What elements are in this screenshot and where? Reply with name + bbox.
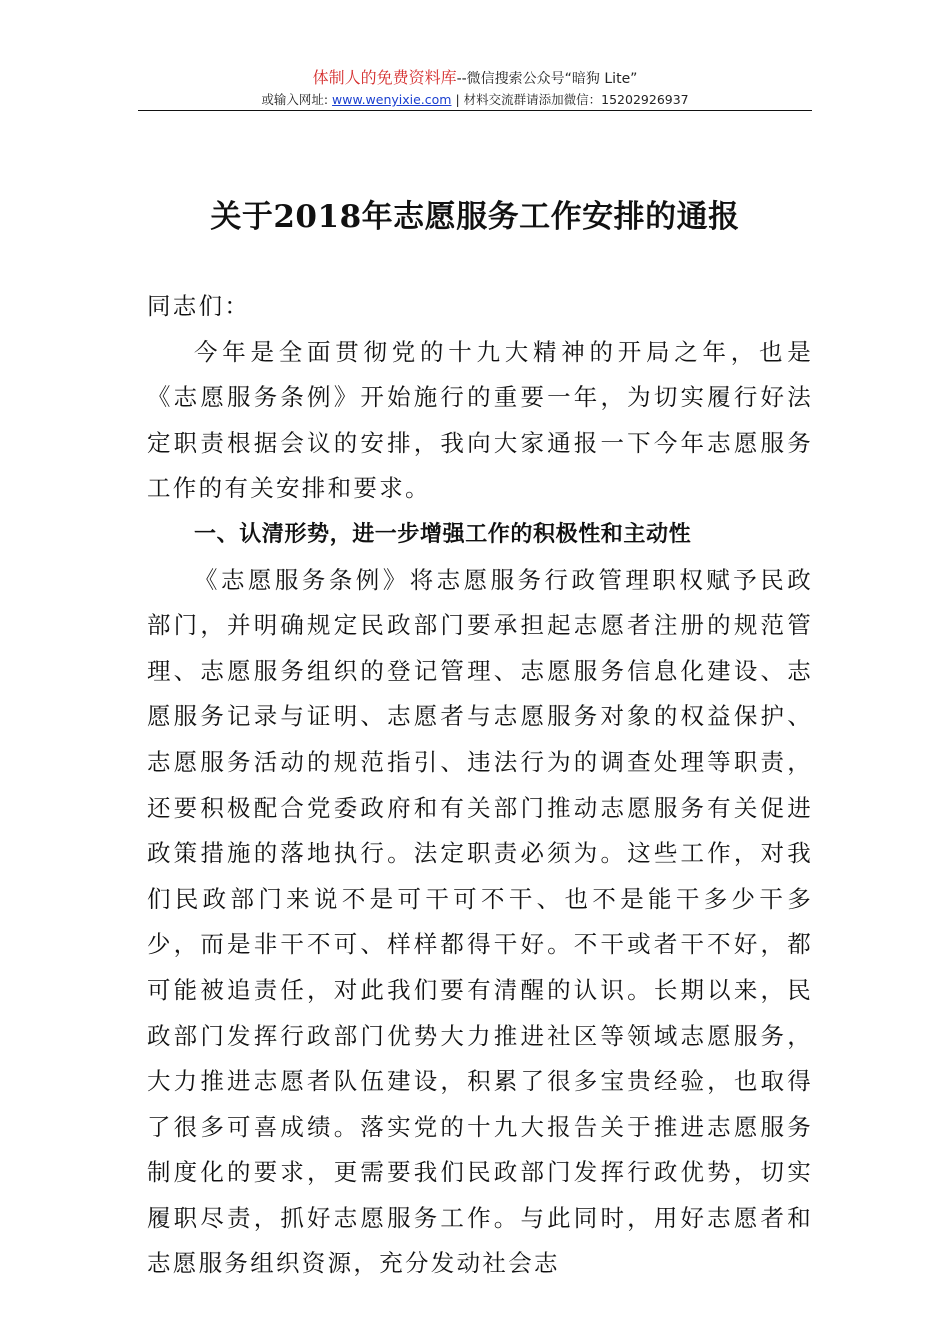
salutation: 同志们： — [147, 292, 251, 320]
header-contact: | 材料交流群请添加微信：15202926937 — [455, 92, 689, 107]
intro-paragraph: 今年是全面贯彻党的十九大精神的开局之年，也是《志愿服务条例》开始施行的重要一年，为切实履行好法定职责根据会议的安排，我向大家通报一下今年志愿服务工作的有关安排和要求。 — [147, 337, 813, 503]
document-body — [147, 284, 813, 1287]
section-1-paragraph: 《志愿服务条例》将志愿服务行政管理职权赋予民政部门，并明确规定民政部门要承担起志愿者注册的规范管理、志愿服务组织的登记管理、志愿服务信息化建设、志愿服务记录与证明、志愿者与志愿服务对象的权益保护、志愿服务活动的规范指引、违法行为的调查处理等职责，还要积极配合党委政府和有关部门推动志愿服务有关促进政策措施的落地执行。法定职责必须为。这些工作，对我们民政部门来说不是可干可不干、也不是能干多少干多少，而是非干不可、样样都得干好。不干或者干不好，都可能被追责任，对此我们要有清醒的认识。长期以来，民政部门发挥行政部门优势大力推进社区等领域志愿服务，大力推进志愿者队伍建设，积累了很多宝贵经验，也取得了很多可喜成绩。落实党的十九大报告关于推进志愿服务制度化的要求，更需要我们民政部门发挥行政优势，切实履职尽责，抓好志愿服务工作。与此同时，用好志愿者和志愿服务组织资源，充分发动社会志 — [147, 565, 813, 1278]
document-title: 关于2018年志愿服务工作安排的通报 — [210, 198, 740, 235]
header-url-link[interactable]: www.wenyixie.com — [332, 92, 452, 107]
header-tagline: --微信搜索公众号“暗狗 Lite” — [456, 71, 638, 87]
header-line-1 — [0, 68, 950, 89]
header-line-2 — [0, 91, 950, 109]
header-brand: 体制人的免费资料库 — [312, 68, 457, 87]
section-1-heading: 一、认清形势，进一步增强工作的积极性和主动性 — [194, 521, 692, 547]
header-divider — [138, 110, 812, 111]
header-url-prefix: 或输入网址: — [261, 92, 329, 107]
page-header — [0, 68, 950, 109]
